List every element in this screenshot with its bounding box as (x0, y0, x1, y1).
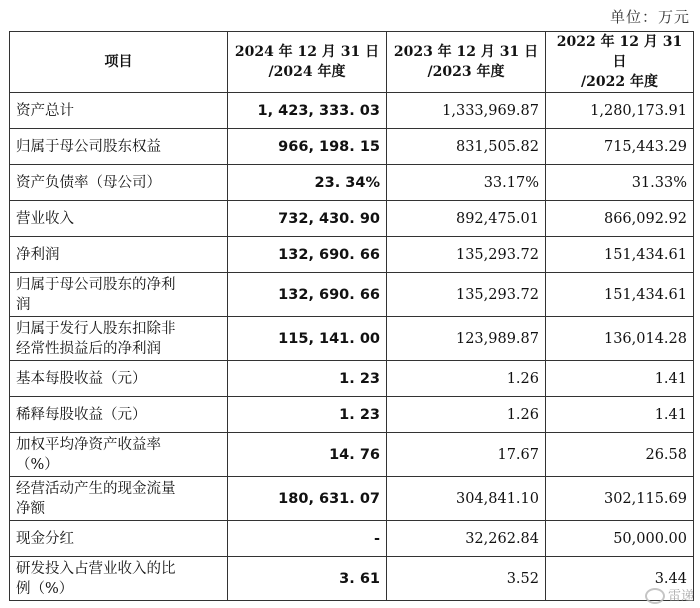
value-2022: 302,115.69 (546, 477, 694, 521)
table-row (10, 201, 694, 237)
table-row (10, 237, 694, 273)
header-2024-line2: /2024 年度 (268, 64, 346, 80)
unit-label: 单位：万元 (609, 8, 690, 26)
value-2024: 115, 141. 00 (228, 317, 387, 361)
value-2024: 732, 430. 90 (228, 201, 387, 237)
header-2023 (387, 32, 546, 93)
header-2022-line1: 2022 年 12 月 31 日 (556, 34, 683, 70)
value-2023: 32,262.84 (387, 521, 546, 557)
header-2024 (228, 32, 387, 93)
value-2024: 3. 61 (228, 557, 387, 601)
value-2023: 17.67 (387, 433, 546, 477)
value-2024: 132, 690. 66 (228, 273, 387, 317)
value-2023: 1,333,969.87 (387, 93, 546, 129)
row-label (10, 93, 228, 129)
row-label-line: 归属于母公司股东的净利 (16, 276, 176, 293)
row-label (10, 129, 228, 165)
watermark-text: 雷递 (667, 588, 694, 604)
value-2022: 1,280,173.91 (546, 93, 694, 129)
row-label (10, 361, 228, 397)
row-label (10, 521, 228, 557)
row-label-line: 净额 (16, 500, 45, 517)
row-label-line: 加权平均净资产收益率 (16, 436, 161, 453)
table-row (10, 557, 694, 601)
row-label-line: 经营活动产生的现金流量 (16, 480, 176, 497)
header-row (10, 32, 694, 93)
row-label (10, 201, 228, 237)
value-2024: 1. 23 (228, 361, 387, 397)
table-row (10, 361, 694, 397)
table-row (10, 521, 694, 557)
row-label-line: 润 (16, 296, 31, 313)
header-2022 (546, 32, 694, 93)
row-label-line: 例（%） (16, 580, 74, 597)
header-2022-line2: /2022 年度 (581, 74, 658, 90)
table-row (10, 433, 694, 477)
table-row (10, 129, 694, 165)
value-2022: 3.44 (546, 557, 694, 601)
header-2023-line2: /2023 年度 (427, 64, 505, 80)
value-2023: 33.17% (387, 165, 546, 201)
value-2024: 1, 423, 333. 03 (228, 93, 387, 129)
header-item: 项目 (10, 32, 228, 93)
table-row (10, 93, 694, 129)
row-label (10, 397, 228, 433)
value-2022: 151,434.61 (546, 273, 694, 317)
value-2022: 136,014.28 (546, 317, 694, 361)
value-2023: 892,475.01 (387, 201, 546, 237)
value-2023: 123,989.87 (387, 317, 546, 361)
value-2022: 31.33% (546, 165, 694, 201)
row-label-line: 净利润 (16, 246, 60, 263)
value-2022: 50,000.00 (546, 521, 694, 557)
value-2022: 1.41 (546, 397, 694, 433)
value-2022: 715,443.29 (546, 129, 694, 165)
value-2024: 14. 76 (228, 433, 387, 477)
value-2024: 1. 23 (228, 397, 387, 433)
table-row (10, 165, 694, 201)
value-2023: 831,505.82 (387, 129, 546, 165)
value-2023: 304,841.10 (387, 477, 546, 521)
row-label-line: 研发投入占营业收入的比 (16, 560, 176, 577)
value-2024: 966, 198. 15 (228, 129, 387, 165)
row-label-line: 经常性损益后的净利润 (16, 340, 161, 357)
row-label (10, 477, 228, 521)
row-label (10, 433, 228, 477)
value-2023: 3.52 (387, 557, 546, 601)
value-2023: 135,293.72 (387, 273, 546, 317)
financial-table (9, 31, 694, 601)
value-2023: 1.26 (387, 397, 546, 433)
table-row (10, 477, 694, 521)
row-label-line: 归属于母公司股东权益 (16, 138, 161, 155)
table-row (10, 273, 694, 317)
value-2022: 866,092.92 (546, 201, 694, 237)
row-label-line: 现金分红 (16, 530, 74, 547)
value-2023: 135,293.72 (387, 237, 546, 273)
header-2024-line1: 2024 年 12 月 31 日 (234, 44, 380, 60)
row-label-line: 基本每股收益（元） (16, 370, 147, 387)
value-2023: 1.26 (387, 361, 546, 397)
value-2022: 1.41 (546, 361, 694, 397)
row-label (10, 317, 228, 361)
row-label (10, 237, 228, 273)
row-label (10, 557, 228, 601)
row-label-line: 资产负债率（母公司） (16, 174, 161, 191)
value-2024: 23. 34% (228, 165, 387, 201)
value-2022: 26.58 (546, 433, 694, 477)
value-2022: 151,434.61 (546, 237, 694, 273)
value-2024: 132, 690. 66 (228, 237, 387, 273)
row-label-line: 稀释每股收益（元） (16, 406, 147, 423)
weibo-logo-icon (645, 588, 665, 604)
row-label-line: 归属于发行人股东扣除非 (16, 320, 176, 337)
value-2024: 180, 631. 07 (228, 477, 387, 521)
table-row (10, 317, 694, 361)
row-label-line: 营业收入 (16, 210, 74, 227)
watermark (645, 585, 694, 605)
row-label (10, 165, 228, 201)
header-2023-line1: 2023 年 12 月 31 日 (393, 44, 539, 60)
row-label (10, 273, 228, 317)
row-label-line: 资产总计 (16, 102, 74, 119)
row-label-line: （%） (16, 456, 59, 473)
value-2024: - (228, 521, 387, 557)
table-row (10, 397, 694, 433)
